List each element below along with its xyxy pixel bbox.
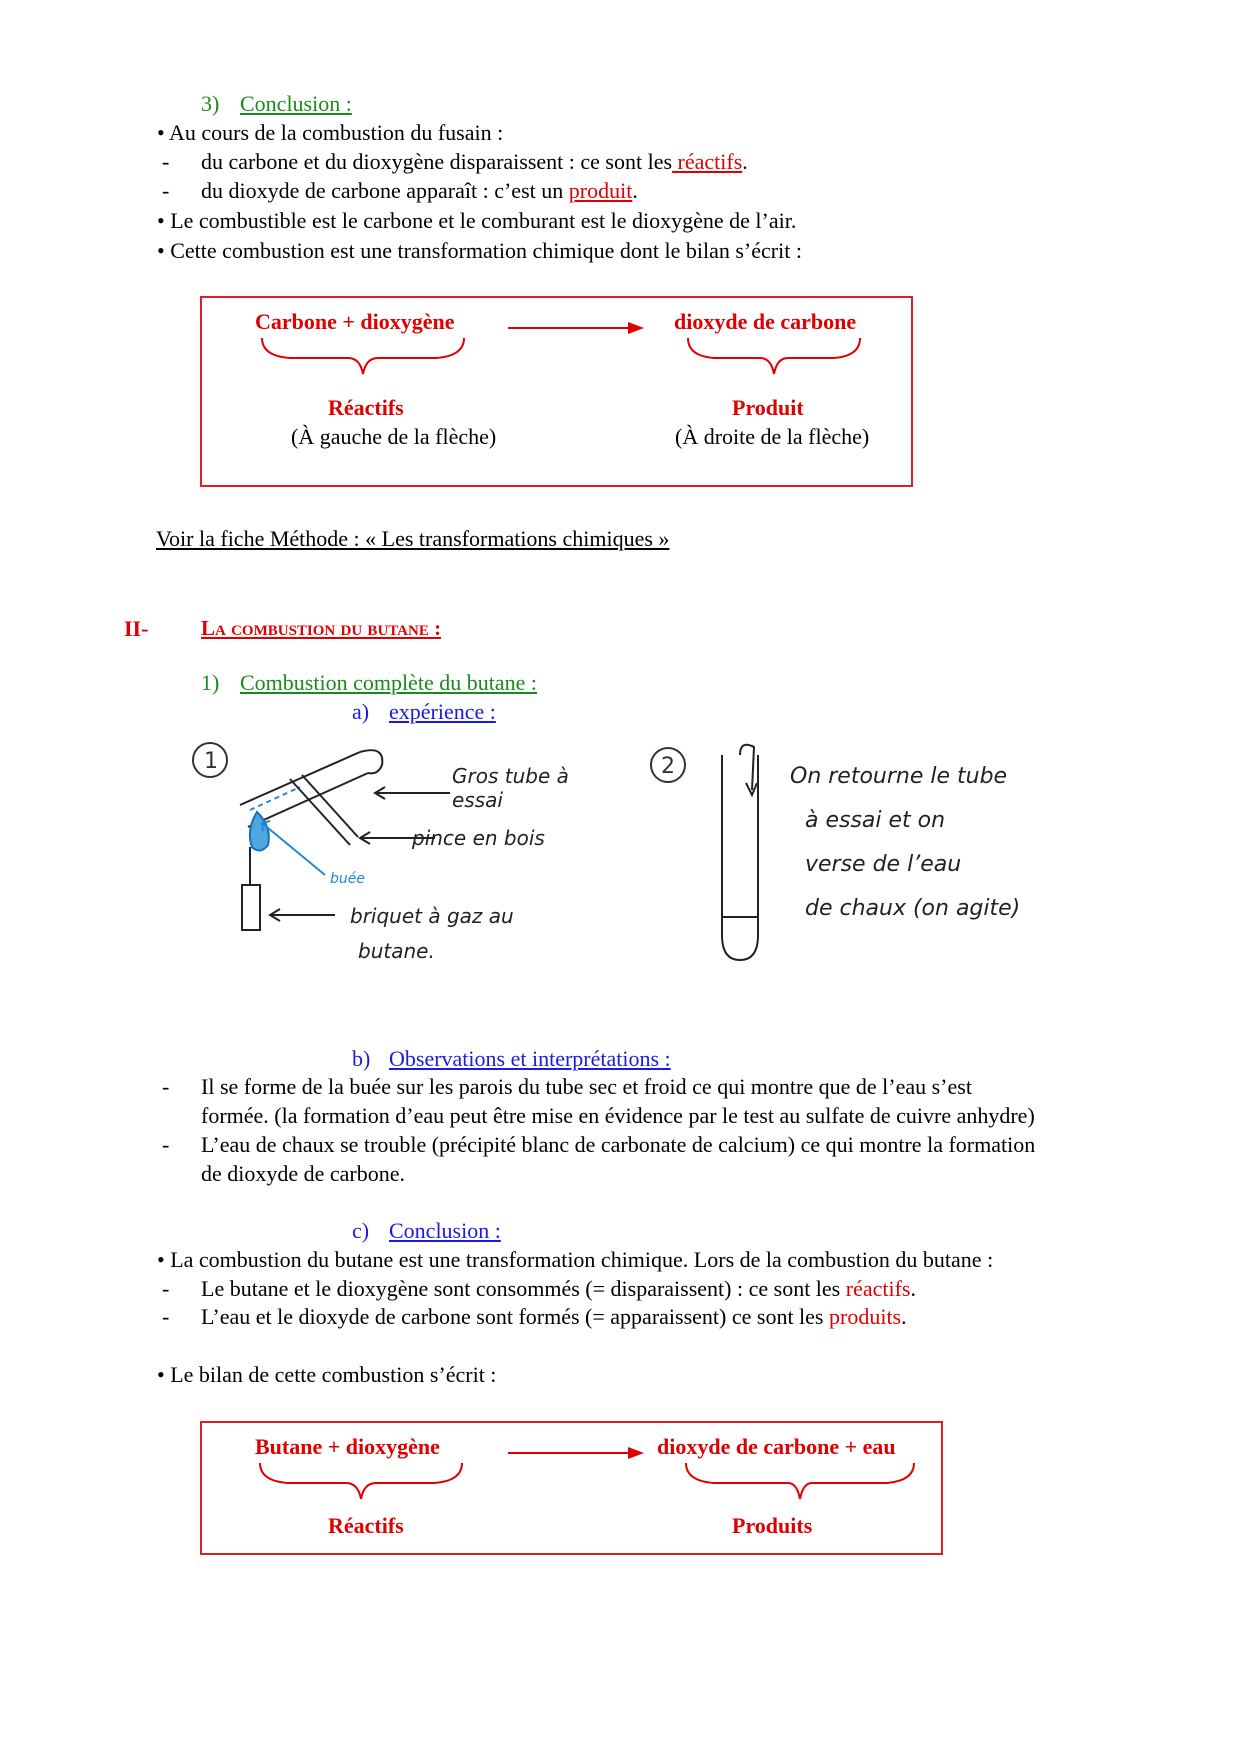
observation-2-line2: de dioxyde de carbone.	[201, 1161, 406, 1186]
label-reactifs-2: Réactifs	[328, 1513, 404, 1538]
experiment-sketch-1	[190, 735, 610, 980]
sketch2-line1: On retourne le tube	[790, 764, 1008, 789]
observation-2-line1: L’eau de chaux se trouble (précipité blanc de carbonate de calcium) ce qui montre la formation	[201, 1132, 1036, 1157]
dash-marker: -	[162, 1132, 170, 1157]
item-b-title: Observations et interprétations :	[389, 1046, 671, 1071]
subsection-number: 1)	[201, 670, 220, 695]
section-number: II-	[124, 616, 149, 641]
dash-marker: -	[162, 149, 170, 174]
observation-1-line1: Il se forme de la buée sur les parois du tube sec et froid ce qui montre que de l’eau s’est	[201, 1074, 972, 1099]
bullet-fusain: • Au cours de la combustion du fusain :	[157, 120, 504, 145]
keyword-produit: produit	[568, 178, 633, 203]
label-tube-line1: Gros tube à	[452, 764, 569, 788]
dash-marker: -	[162, 1276, 170, 1301]
wooden-clamp-icon	[290, 775, 358, 845]
equation2-reactants: Butane + dioxygène	[255, 1434, 440, 1459]
brace-products-2-icon	[684, 1461, 916, 1501]
bullet-combustible: • Le combustible est le carbone et le comburant est le dioxygène de l’air.	[157, 208, 797, 233]
conclusion-produits-end: .	[901, 1304, 907, 1329]
dash-marker: -	[162, 178, 170, 203]
dash-reactifs-line	[201, 147, 748, 176]
note-produit: (À droite de la flèche)	[675, 424, 870, 449]
experiment-sketch-2	[640, 735, 1060, 980]
reaction-arrow-icon	[508, 320, 644, 336]
label-tube-line2: essai	[452, 788, 503, 812]
item-a-title: expérience :	[389, 699, 496, 724]
label-produits-2: Produits	[732, 1513, 813, 1538]
item-b-number: b)	[352, 1046, 371, 1071]
keyword-reactifs-2: réactifs	[845, 1276, 911, 1301]
method-sheet-link[interactable]: Voir la fiche Méthode : « Les transformations chimiques »	[156, 526, 670, 551]
equation-products: dioxyde de carbone	[674, 309, 857, 334]
brace-products-icon	[686, 336, 862, 376]
conclusion-reactifs-text: Le butane et le dioxygène sont consommés (= disparaissent) : ce sont les	[201, 1276, 846, 1301]
dash-reactifs-text: du carbone et du dioxygène disparaissent : ce sont les	[201, 149, 673, 174]
conclusion-produits-text: L’eau et le dioxyde de carbone sont formés (= apparaissent) ce sont les	[201, 1304, 829, 1329]
conclusion-heading: Conclusion :	[240, 91, 352, 116]
label-briquet-line1: briquet à gaz au	[350, 904, 514, 928]
item-c-number: c)	[352, 1218, 370, 1243]
sketch1-number: 1	[204, 749, 218, 774]
bullet-bilan-butane: • Le bilan de cette combustion s’écrit :	[157, 1362, 497, 1387]
brace-reactants-2-icon	[258, 1461, 464, 1501]
label-reactifs: Réactifs	[328, 395, 404, 420]
sketch2-line3: verse de l’eau	[805, 852, 962, 877]
conclusion-produits-line	[201, 1302, 907, 1331]
equation-box-carbone	[200, 296, 913, 487]
equation2-products: dioxyde de carbone + eau	[657, 1434, 896, 1459]
conclusion-number: 3)	[201, 91, 220, 116]
brace-reactants-icon	[260, 336, 466, 376]
lighter-icon	[242, 885, 260, 930]
item-a-number: a)	[352, 699, 370, 724]
dash-marker: -	[162, 1074, 170, 1099]
dash-produit-end: .	[632, 178, 638, 203]
keyword-reactifs: réactifs	[672, 149, 743, 174]
label-buee: buée	[330, 871, 365, 887]
dash-reactifs-end: .	[742, 149, 748, 174]
dash-produit-line	[201, 176, 638, 205]
dash-produit-text: du dioxyde de carbone apparaît : c’est un	[201, 178, 569, 203]
reaction-arrow-2-icon	[508, 1445, 644, 1461]
subsection-title: Combustion complète du butane :	[240, 670, 537, 695]
observation-1-line2: formée. (la formation d’eau peut être mise en évidence par le test au sulfate de cuivre anhydre)	[201, 1103, 1035, 1128]
flame-icon	[250, 812, 269, 851]
keyword-produits: produits	[829, 1304, 902, 1329]
label-produit: Produit	[732, 395, 804, 420]
conclusion-reactifs-line	[201, 1274, 916, 1303]
equation-reactants: Carbone + dioxygène	[255, 309, 455, 334]
sketch2-number: 2	[661, 754, 675, 779]
bullet-combustion-butane: • La combustion du butane est une transformation chimique. Lors de la combustion du butane :	[157, 1247, 994, 1272]
sketch2-line2: à essai et on	[805, 808, 946, 833]
equation-box-butane	[200, 1421, 943, 1555]
bullet-bilan: • Cette combustion est une transformation chimique dont le bilan s’écrit :	[157, 238, 802, 263]
label-pince: pince en bois	[412, 826, 545, 850]
section-title: La combustion du butane :	[201, 616, 442, 640]
label-briquet-line2: butane.	[358, 939, 435, 963]
dash-marker: -	[162, 1304, 170, 1329]
conclusion-reactifs-end: .	[910, 1276, 916, 1301]
note-reactifs: (À gauche de la flèche)	[291, 424, 497, 449]
sketch2-line4: de chaux (on agite)	[805, 896, 1021, 921]
item-c-title: Conclusion :	[389, 1218, 501, 1243]
